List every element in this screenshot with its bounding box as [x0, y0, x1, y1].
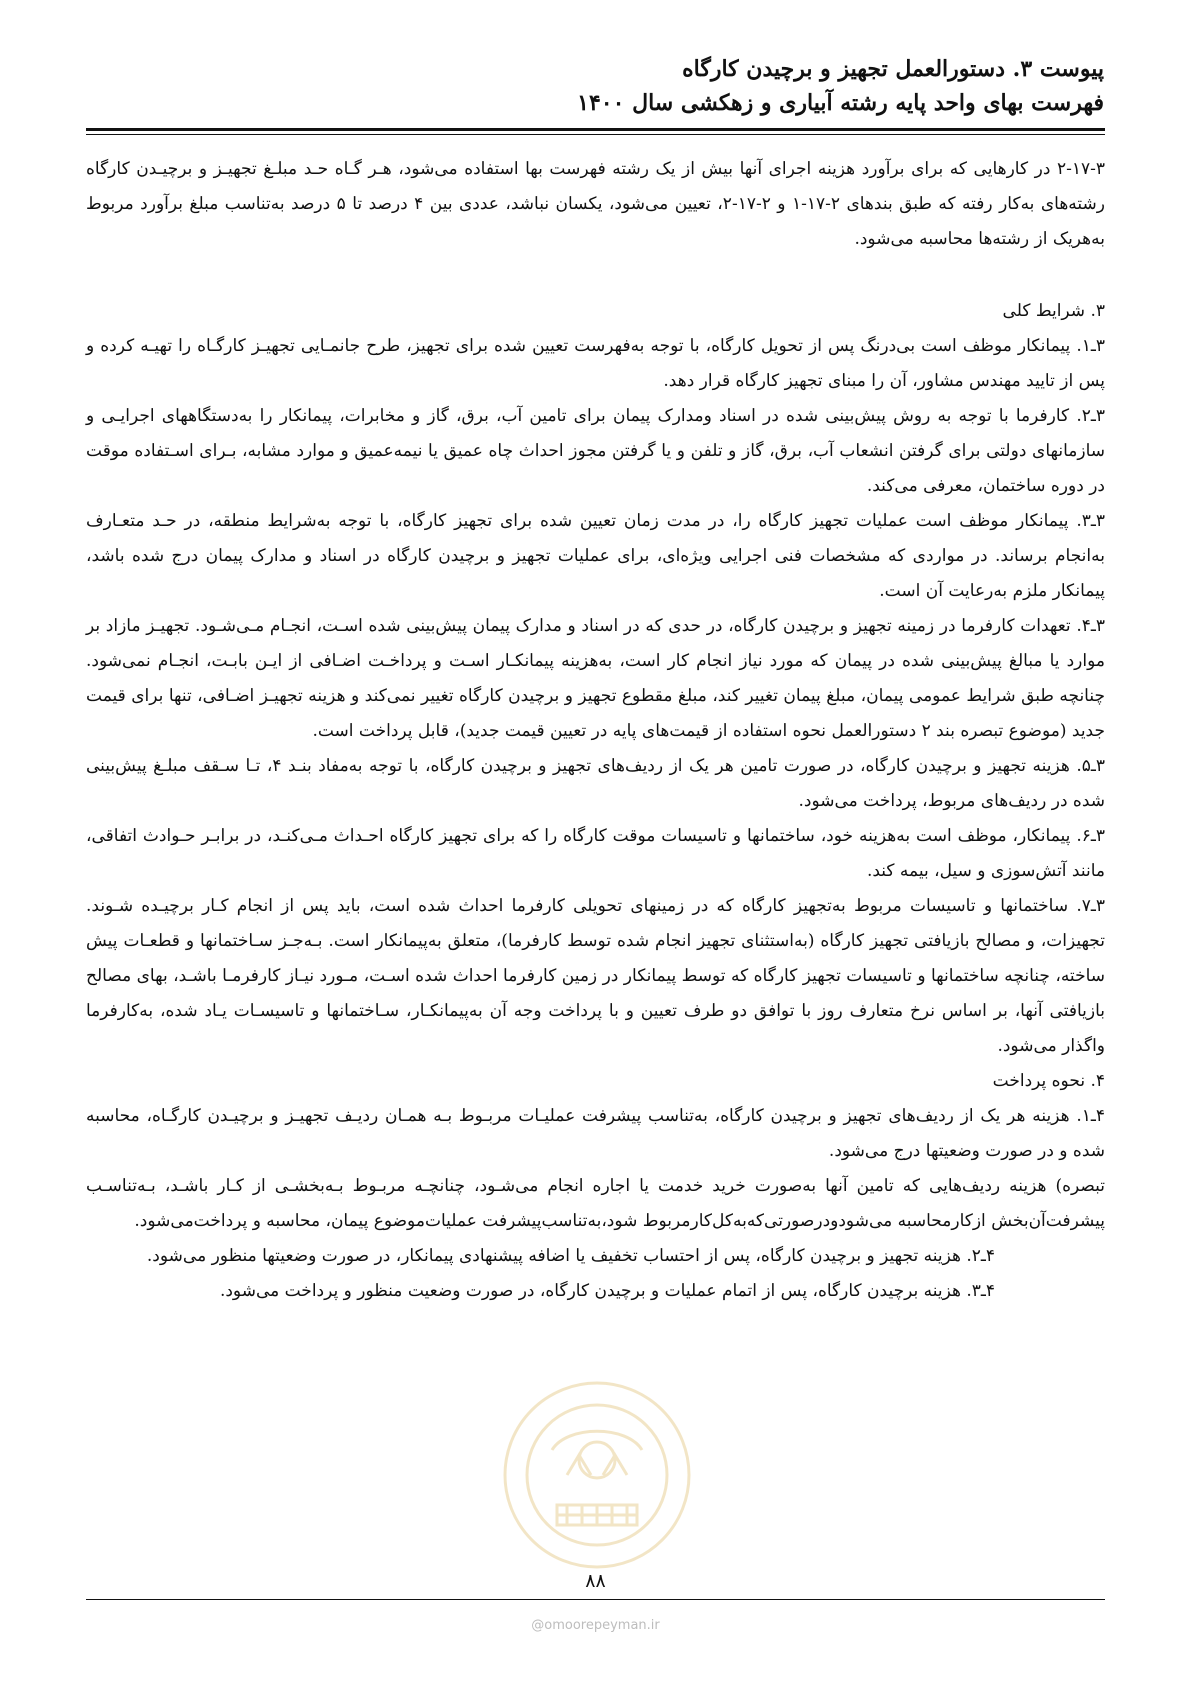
paragraph-3-5: ۳ـ۵. هزینه تجهیز و برچیدن کارگاه، در صورت تامین هر یک از ردیف‌های تجهیز و برچیدن کارگاه، با توجه به‌مفاد بنـد ۴، تـا سـقف مبلـغ پیش‌بینی شده در ردیف‌های مربوط، پرداخت می‌شود.: [86, 756, 1105, 811]
section-heading-payment-method: ۴. نحوه پرداخت: [992, 1071, 1105, 1091]
omoore-peyman-seal-icon: [497, 1375, 697, 1575]
paragraph-3-1: ۳ـ۱. پیمانکار موظف است بی‌درنگ پس از تحویل کارگاه، با توجه به‌فهرست تعیین شده برای تجهیز، طرح جانمـایی تجهیـز کارگـاه را تهیـه کرده و پس از تایید مهندس مشاور، آن را مبنای تجهیز کارگاه قرار دهد.: [86, 336, 1105, 391]
header-subtitle: فهرست بهای واحد پایه رشته آبیاری و زهکشی سال ۱۴۰۰: [577, 90, 1104, 116]
footer-rule: [86, 1599, 1105, 1600]
header-title: پیوست ۳. دستورالعمل تجهیز و برچیدن کارگاه: [682, 56, 1104, 82]
page-number: ۸۸: [585, 1570, 606, 1592]
paragraph-4-3: ۴ـ۳. هزینه برچیدن کارگاه، پس از اتمام عملیات و برچیدن کارگاه، در صورت وضعیت منظور و پرداخت می‌شود.: [219, 1281, 995, 1301]
paragraph-4-2: ۴ـ۲. هزینه تجهیز و برچیدن کارگاه، پس از احتساب تخفیف یا اضافه پیشنهادی پیمانکار، در صورت وضعیتها منظور می‌شود.: [146, 1246, 995, 1266]
paragraph-3-4: ۳ـ۴. تعهدات کارفرما در زمینه تجهیز و برچیدن کارگاه، در حدی که در اسناد و مدارک پیمان پیش‌بینی شده اسـت، انجـام مـی‌شـود. تجهیـز مازاد بر موارد یا مبالغ پیش‌بینی شده در پیمان که مورد نیاز انجام کار است، به‌هزینه پیمانکـار اسـت و پرداخـت اضـافی از ایـن بابـت، انجـام نمی‌شود. چنانچه طبق شرایط عمومی پیمان، مبلغ پیمان تغییر کند، مبلغ مقطوع تجهیز و برچیدن کارگاه تغییر نمی‌کند و هزینه تجهیـز اضـافی، تنها برای قیمت جدید (موضوع تبصره بند ۲ دستورالعمل نحوه استفاده از قیمت‌های پایه در تعیین قیمت جدید)، قابل پرداخت است.: [86, 616, 1105, 741]
site-watermark: @omoorepeyman.ir: [531, 1618, 660, 1633]
header-rule-thin: [86, 134, 1105, 135]
paragraph-3-7: ۳ـ۷. ساختمانها و تاسیسات مربوط به‌تجهیز کارگاه که در زمینهای تحویلی کارفرما احداث شده است، باید پس از انجام کـار برچیـده شـوند. تجهیزات، و مصالح بازیافتی تجهیز کارگاه (به‌استثنای تجهیز انجام شده توسط کارفرما)، متعلق به‌پیمانکار است. بـه‌جـز سـاختمانها و قطعـات پیش ساخته، چنانچه ساختمانها و تاسیسات تجهیز کارگاه که توسط پیمانکار در زمین کارفرما احداث شده اسـت، مـورد نیـاز کارفرمـا باشـد، بهای مصالح بازیافتی آنها، بر اساس نرخ متعارف روز با توافق دو طرف تعیین و با پرداخت وجه آن به‌پیمانکـار، سـاختمانها و تاسیسـات یـاد شده، به‌کارفرما واگذار می‌شود.: [86, 896, 1105, 1056]
paragraph-3-6: ۳ـ۶. پیمانکار، موظف است به‌هزینه خود، ساختمانها و تاسیسات موقت کارگاه را که برای تجهیز کارگاه احـداث مـی‌کنـد، در برابـر حـوادث اتفاقی، مانند آتش‌سوزی و سیل، بیمه کند.: [86, 826, 1105, 881]
document-body: [86, 152, 1105, 1309]
paragraph-3-3: ۳ـ۳. پیمانکار موظف است عملیات تجهیز کارگاه را، در مدت زمان تعیین شده برای تجهیز کارگاه، با توجه به‌شرایط منطقه، در حـد متعـارف به‌انجام برساند. در مواردی که مشخصات فنی اجرایی ویژه‌ای، برای عملیات تجهیز و برچیدن کارگاه در اسناد و مدارک پیمان درج شده باشد، پیمانکار ملزم به‌رعایت آن است.: [86, 511, 1105, 601]
paragraph-note: تبصره) هزینه ردیف‌هایی که تامین آنها به‌صورت خرید خدمت یا اجاره انجام می‌شـود، چنانچـه مربـوط بـه‌بخشـی از کـار باشـد، بـه‌تناسـب پیشرفت‌آن‌بخش ازکارمحاسبه می‌شودودرصورتی‌که‌به‌کل‌کارمربوط شود،به‌تناسب‌پیشرفت عملیات‌موضوع پیمان، محاسبه و پرداخت‌می‌شود.: [86, 1176, 1105, 1231]
page-header: [84, 52, 1104, 120]
paragraph-4-1: ۴ـ۱. هزینه هر یک از ردیف‌های تجهیز و برچیدن کارگاه، به‌تناسب پیشرفت عملیـات مربـوط بـه همـان ردیـف تجهیـز و برچیـدن کارگـاه، محاسبه شده و در صورت وضعیتها درج می‌شود.: [86, 1106, 1105, 1161]
section-heading-general-conditions: ۳. شرایط کلی: [1002, 301, 1105, 321]
header-rule-thick: [86, 128, 1105, 131]
paragraph-3-2: ۳ـ۲. کارفرما با توجه به روش پیش‌بینی شده در اسناد ومدارک پیمان برای تامین آب، برق، گاز و مخابرات، پیمانکار را به‌دستگاههای اجرایـی و سازمانهای دولتی برای گرفتن انشعاب آب، برق، گاز و تلفن و یا گرفتن مجوز احداث چاه عمیق یا نیمه‌عمیق و موارد مشابه، بـرای اسـتفاده موقت در دوره ساختمان، معرفی می‌کند.: [86, 406, 1105, 496]
paragraph-2-17-3: ۲-۱۷-۳ در کارهایی که برای برآورد هزینه اجرای آنها بیش از یک رشته فهرست بها استفاده می‌شود، هـر گـاه حـد مبلـغ تجهیـز و برچیـدن کارگاه رشته‌های به‌کار رفته که طبق بندهای ۲-۱۷-۱ و ۲-۱۷-۲، تعیین می‌شود، یکسان نباشد، عددی بین ۴ درصد تا ۵ درصد به‌تناسب مبلغ برآورد مربوط به‌هریک از رشته‌ها محاسبه می‌شود.: [86, 159, 1106, 249]
